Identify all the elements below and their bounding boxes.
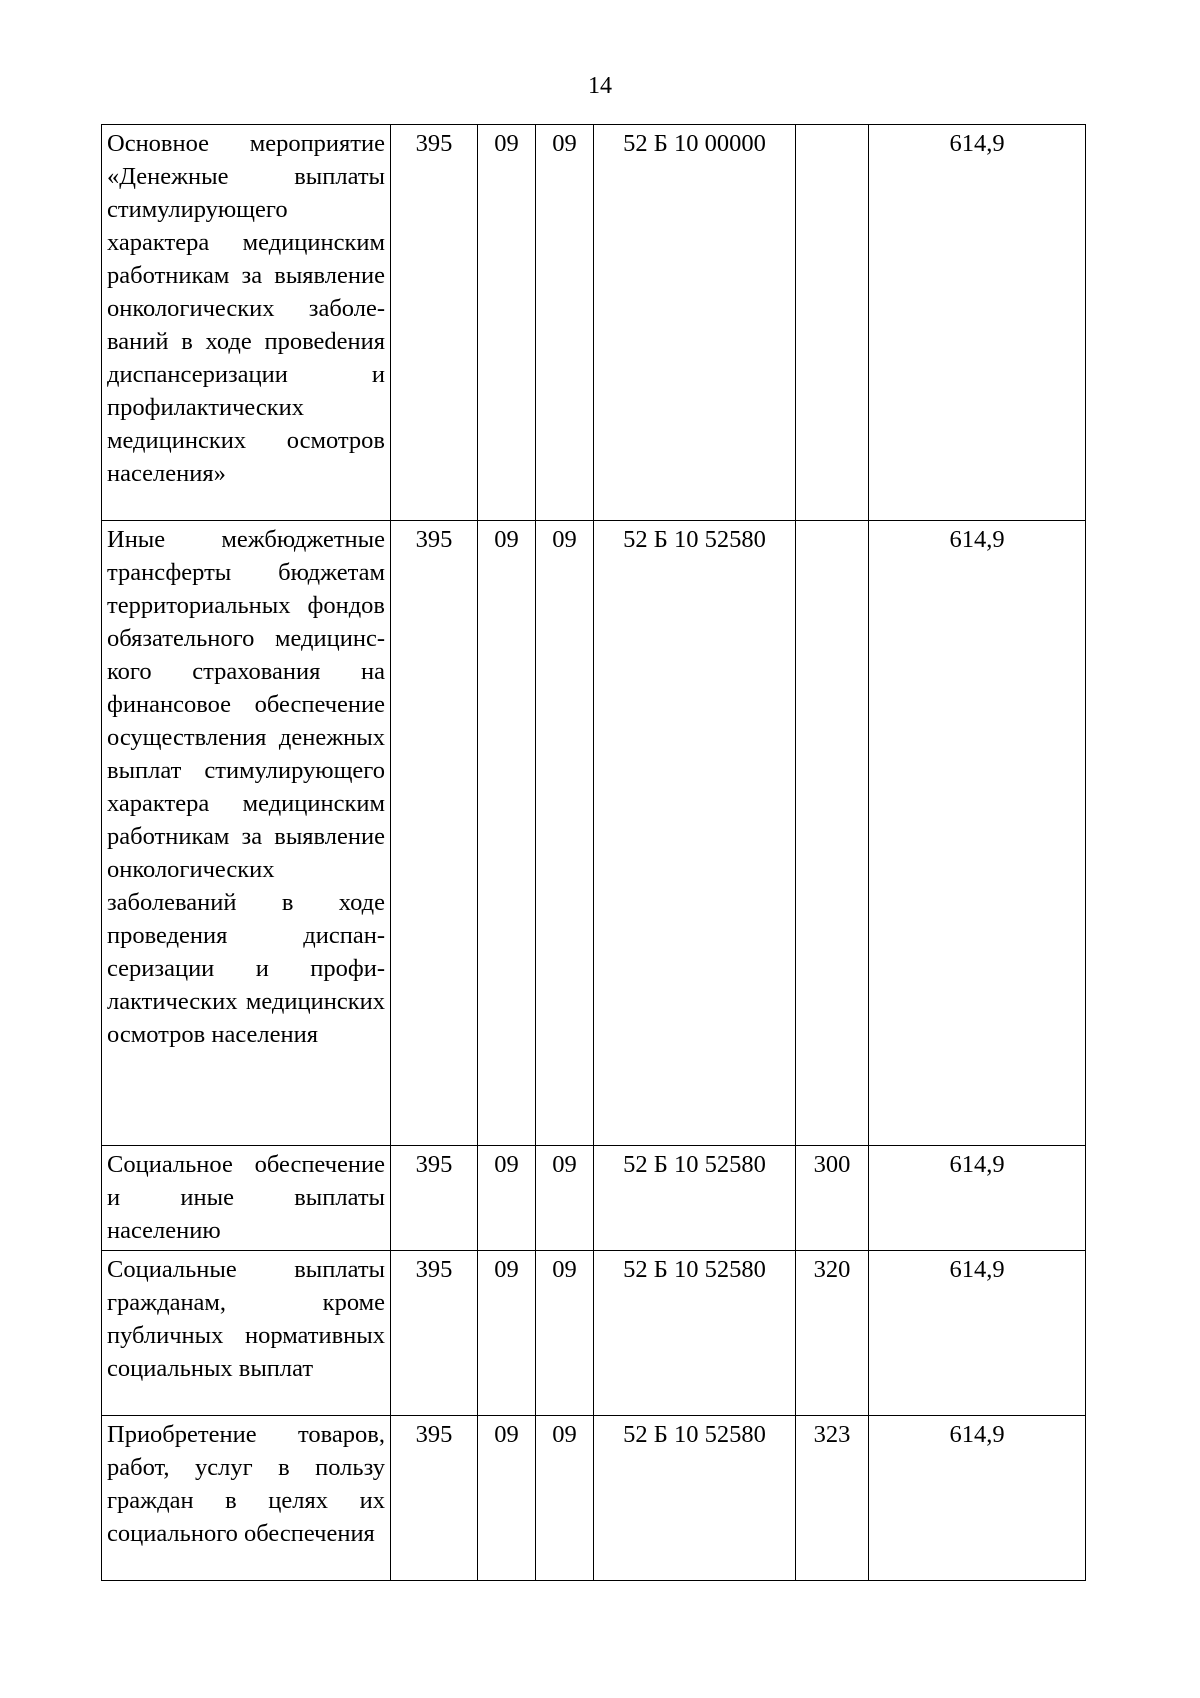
- item-name-cell: Иные межбюджетные трансферты бюджетам территориальных фондов обязательного медицинского страхования на финансовое обеспечение осуществления денежных выплат стимулирующего характера медицинским работникам за выявление онкологических заболеваний в ходе проведения диспансеризации и профилактических медицинских осмотров населения: [102, 521, 391, 1146]
- expense-type-cell: 300: [796, 1146, 869, 1251]
- target-article-cell: 52 Б 10 52580: [594, 1146, 796, 1251]
- table-row: [102, 1146, 1086, 1251]
- expense-type-cell: 320: [796, 1251, 869, 1416]
- section-code-cell: 09: [478, 1251, 536, 1416]
- amount-cell: 614,9: [869, 1251, 1086, 1416]
- section-code-cell: 09: [478, 1146, 536, 1251]
- grbs-code-cell: 395: [391, 1416, 478, 1581]
- grbs-code-cell: 395: [391, 1251, 478, 1416]
- expense-type-cell: [796, 125, 869, 521]
- table-row: [102, 1416, 1086, 1581]
- amount-cell: 614,9: [869, 521, 1086, 1146]
- subsection-code-cell: 09: [536, 521, 594, 1146]
- target-article-cell: 52 Б 10 52580: [594, 1416, 796, 1581]
- table-row: [102, 125, 1086, 521]
- grbs-code-cell: 395: [391, 521, 478, 1146]
- page-number: 14: [588, 73, 612, 99]
- budget-table: [101, 124, 1086, 1581]
- table-row: [102, 1251, 1086, 1416]
- amount-cell: 614,9: [869, 1146, 1086, 1251]
- expense-type-cell: 323: [796, 1416, 869, 1581]
- target-article-cell: 52 Б 10 52580: [594, 521, 796, 1146]
- item-name-cell: Социальное обеспечение и иные выплаты населению: [102, 1146, 391, 1251]
- subsection-code-cell: 09: [536, 125, 594, 521]
- subsection-code-cell: 09: [536, 1146, 594, 1251]
- item-name-cell: Социальные выплаты гражданам, кроме публичных нормативных социальных выплат: [102, 1251, 391, 1416]
- amount-cell: 614,9: [869, 125, 1086, 521]
- expense-type-cell: [796, 521, 869, 1146]
- grbs-code-cell: 395: [391, 1146, 478, 1251]
- target-article-cell: 52 Б 10 00000: [594, 125, 796, 521]
- table-row: [102, 521, 1086, 1146]
- subsection-code-cell: 09: [536, 1251, 594, 1416]
- item-name-cell: Основное мероприятие «Денежные выплаты стимулирующего характера медицинским работникам за выявление онкологических заболеваний в ходе провеdения диспансеризации и профилактических медицинских осмотров населения»: [102, 125, 391, 521]
- section-code-cell: 09: [478, 125, 536, 521]
- amount-cell: 614,9: [869, 1416, 1086, 1581]
- section-code-cell: 09: [478, 1416, 536, 1581]
- item-name-cell: Приобретение товаров, работ, услуг в пользу граждан в целях их социального обеспечения: [102, 1416, 391, 1581]
- grbs-code-cell: 395: [391, 125, 478, 521]
- target-article-cell: 52 Б 10 52580: [594, 1251, 796, 1416]
- subsection-code-cell: 09: [536, 1416, 594, 1581]
- section-code-cell: 09: [478, 521, 536, 1146]
